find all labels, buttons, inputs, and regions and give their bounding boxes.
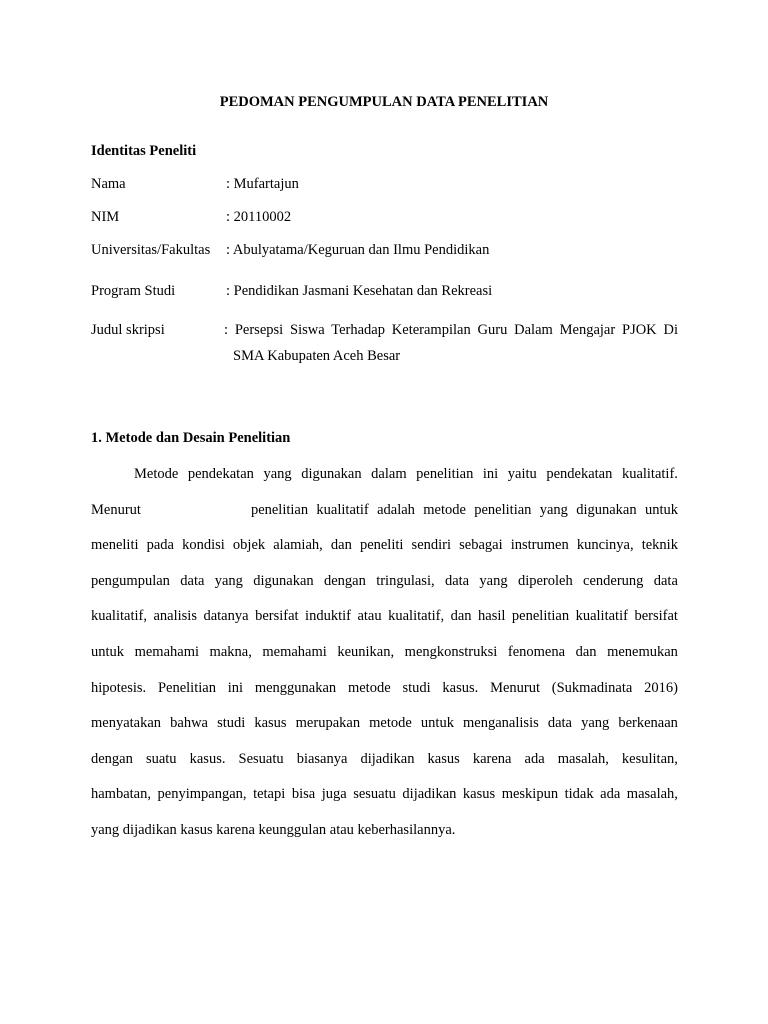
identity-label: Nama <box>91 176 126 192</box>
paragraph-line <box>91 746 678 782</box>
paragraph-line-text: menyatakan bahwa studi kasus merupakan metode untuk menganalisis data yang berkenaan <box>91 715 678 732</box>
identity-value: : Mufartajun <box>226 176 299 192</box>
section-body <box>91 461 678 853</box>
paragraph-line <box>91 497 678 533</box>
paragraph-line <box>91 461 678 497</box>
judul-line-1: : Persepsi Siswa Terhadap Keterampilan Guru Dalam Mengajar PJOK Di <box>224 322 678 338</box>
identity-label: Judul skripsi <box>91 322 165 338</box>
paragraph-line-text: yang dijadikan kasus karena keunggulan atau keberhasilannya. <box>91 821 456 838</box>
paragraph-line <box>91 532 678 568</box>
identity-label: Program Studi <box>91 283 176 299</box>
identity-value: : Pendidikan Jasmani Kesehatan dan Rekreasi <box>226 283 493 299</box>
identity-value: : Abulyatama/Keguruan dan Ilmu Pendidikan <box>226 242 490 258</box>
paragraph-line-text: Menurut <box>91 501 141 518</box>
identity-value: : 20110002 <box>226 209 292 225</box>
paragraph-line <box>91 568 678 604</box>
paragraph-line-text: Metode pendekatan yang digunakan dalam penelitian ini yaitu pendekatan kualitatif. <box>134 466 678 482</box>
identity-label: NIM <box>91 209 120 225</box>
paragraph-line-text: hambatan, penyimpangan, tetapi bisa juga sesuatu dijadikan kasus meskipun tidak ada masalah, <box>91 786 678 803</box>
section-heading-metode: 1. Metode dan Desain Penelitian <box>91 430 291 446</box>
identity-heading: Identitas Peneliti <box>91 143 197 159</box>
paragraph-line <box>91 639 678 675</box>
paragraph-line <box>91 603 678 639</box>
document-title: PEDOMAN PENGUMPULAN DATA PENELITIAN <box>219 94 549 110</box>
paragraph-line <box>91 781 678 817</box>
paragraph-line-text: penelitian kualitatif adalah metode penelitian yang digunakan untuk <box>250 501 678 518</box>
paragraph-line <box>91 710 678 746</box>
paragraph-line <box>91 675 678 711</box>
identity-value-judul <box>224 317 678 369</box>
paragraph-line-text: dengan suatu kasus. Sesuatu biasanya dijadikan kasus karena ada masalah, kesulitan, <box>91 750 678 767</box>
paragraph-line-text: meneliti pada kondisi objek alamiah, dan peneliti sendiri sebagai instrumen kuncinya, teknik <box>91 537 678 554</box>
paragraph-line <box>91 817 678 853</box>
paragraph-line-text: kualitatif, analisis datanya bersifat induktif atau kualitatif, dan hasil penelitian kualitatif bersifat <box>91 608 678 625</box>
paragraph-line-text: hipotesis. Penelitian ini menggunakan metode studi kasus. Menurut (Sukmadinata 2016) <box>91 679 678 696</box>
paragraph-line-text: untuk memahami makna, memahami keunikan, mengkonstruksi fenomena dan menemukan <box>91 643 678 660</box>
identity-label: Universitas/Fakultas <box>91 242 211 258</box>
judul-line-2: SMA Kabupaten Aceh Besar <box>233 348 401 364</box>
paragraph-line-text: pengumpulan data yang digunakan dengan tringulasi, data yang diperoleh cenderung data <box>91 572 678 589</box>
